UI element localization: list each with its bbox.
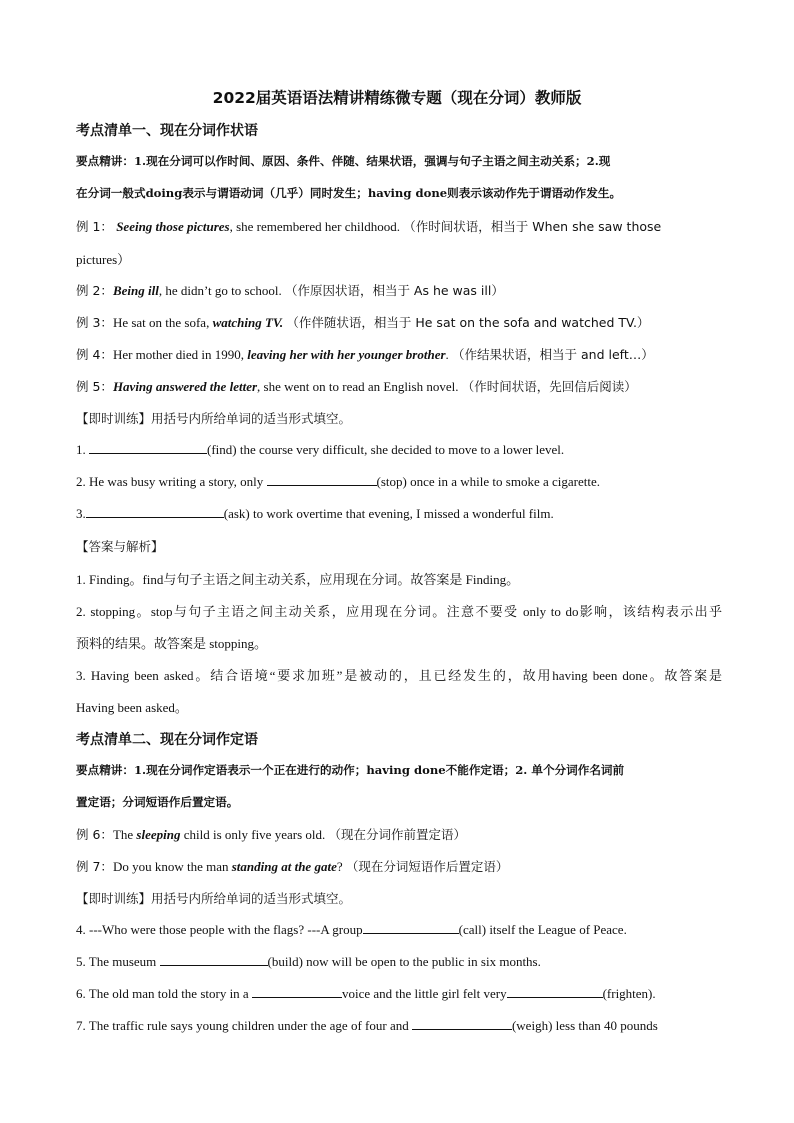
exercise-text: (call) itself the League of Peace. <box>458 922 627 937</box>
example-text: ? <box>336 859 343 874</box>
example-text: child is only five years old. <box>180 827 326 842</box>
key-points-line: 要点精讲：1.现在分词可以作时间、原因、条件、伴随、结果状语，强调与句子主语之间主动关系；2.现 <box>76 154 611 168</box>
section-heading-1: 考点清单一、现在分词作状语 <box>76 123 258 139</box>
example-5 <box>76 377 722 395</box>
answer-2: 2. stopping。stop与句子主语之间主动关系，应用现在分词。注意不要受 only to do影响，该结构表示出乎 <box>76 604 722 619</box>
exercise-2 <box>76 473 722 490</box>
exercise-text: voice and the little girl felt very <box>341 986 507 1001</box>
example-label: 例 4： <box>76 347 113 362</box>
exercise-text: (find) the course very difficult, she decided to move to a lower level. <box>207 442 565 457</box>
exercise-text: 7. The traffic rule says young children under the age of four and <box>76 1018 409 1033</box>
exercise-text: (build) now will be open to the public in six months. <box>267 954 541 969</box>
example-phrase: sleeping <box>136 827 181 842</box>
key-points-line: 在分词一般式doing表示与谓语动词（几乎）同时发生；having done则表示该动作先于谓语动作发生。 <box>76 186 622 200</box>
example-2 <box>76 281 722 299</box>
example-text: , he didn’t go to school. <box>158 283 282 298</box>
example-phrase: Having answered the letter <box>112 379 258 394</box>
example-label: 例 2： <box>76 283 113 298</box>
example-6 <box>76 825 722 843</box>
example-text: Do you know the man <box>112 859 232 874</box>
example-note: （作时间状语，先回信后阅读） <box>461 379 637 394</box>
answer-blank[interactable] <box>160 953 268 966</box>
example-text: , she remembered her childhood. <box>229 219 400 234</box>
exercise-number: 1. <box>76 442 86 457</box>
exercise-text: 4. ---Who were those people with the flags? ---A group <box>76 922 363 937</box>
answer-3-continued: Having been asked。 <box>76 700 188 715</box>
exercise-3 <box>76 505 722 522</box>
answer-blank[interactable] <box>412 1017 512 1030</box>
example-note: （作伴随状语，相当于 He sat on the sofa and watched TV.） <box>286 315 650 330</box>
example-phrase: leaving her with her younger brother <box>247 347 446 362</box>
example-text: . <box>445 347 449 362</box>
section-heading-2: 考点清单二、现在分词作定语 <box>76 732 258 748</box>
example-note: （现在分词作前置定语） <box>328 827 467 842</box>
example-phrase: Being ill <box>112 283 159 298</box>
practice-heading: 【即时训练】用括号内所给单词的适当形式填空。 <box>76 411 352 426</box>
exercise-number: 3. <box>76 506 86 521</box>
answer-blank[interactable] <box>252 985 342 998</box>
exercise-text: (stop) once in a while to smoke a cigarette. <box>376 474 600 489</box>
key-points-line: 要点精讲：1.现在分词作定语表示一个正在进行的动作；having done不能作定语；2. 单个分词作名词前 <box>76 763 625 777</box>
exercise-5 <box>76 953 722 970</box>
example-text: , she went on to read an English novel. <box>257 379 459 394</box>
exercise-text: 6. The old man told the story in a <box>76 986 249 1001</box>
exercise-text: (frighten). <box>602 986 656 1001</box>
key-points-line: 置定语；分词短语作后置定语。 <box>76 795 239 809</box>
example-label: 例 1： <box>76 219 113 234</box>
exercise-text: (weigh) less than 40 pounds <box>511 1018 658 1033</box>
answer-blank[interactable] <box>86 505 224 518</box>
answer-blank[interactable] <box>267 473 377 486</box>
example-note: （作时间状语，相当于 When she saw those <box>403 219 662 234</box>
exercise-1 <box>76 441 722 458</box>
example-1 <box>76 217 722 235</box>
example-7 <box>76 857 722 875</box>
example-1-continued: pictures） <box>76 252 131 267</box>
exercise-text: (ask) to work overtime that evening, I missed a wonderful film. <box>223 506 554 521</box>
example-text: The <box>112 827 137 842</box>
example-label: 例 5： <box>76 379 113 394</box>
answer-2-continued: 预料的结果。故答案是 stopping。 <box>76 636 268 651</box>
exercise-7 <box>76 1017 722 1034</box>
practice-heading: 【即时训练】用括号内所给单词的适当形式填空。 <box>76 891 352 906</box>
exercise-6 <box>76 985 722 1002</box>
answer-blank[interactable] <box>89 441 207 454</box>
example-3 <box>76 313 722 331</box>
example-text: Her mother died in 1990, <box>112 347 248 362</box>
answer-heading: 【答案与解析】 <box>76 539 164 554</box>
example-4 <box>76 345 722 363</box>
example-label: 例 6： <box>76 827 113 842</box>
example-phrase: Seeing those pictures <box>116 219 230 234</box>
example-note: （作原因状语，相当于 As he was ill） <box>284 283 504 298</box>
answer-blank[interactable] <box>507 985 603 998</box>
example-phrase: standing at the gate <box>231 859 337 874</box>
example-text: He sat on the sofa, <box>112 315 213 330</box>
page-title: 2022届英语语法精讲精练微专题（现在分词）教师版 <box>212 89 582 107</box>
answer-1: 1. Finding。find与句子主语之间主动关系，应用现在分词。故答案是 Finding。 <box>76 572 520 587</box>
example-note: （作结果状语，相当于 and left…） <box>452 347 654 362</box>
exercise-text: 2. He was busy writing a story, only <box>76 474 264 489</box>
answer-3: 3. Having been asked。结合语境“要求加班”是被动的，且已经发生的，故用having been done。故答案是 <box>76 668 722 683</box>
exercise-4 <box>76 921 722 938</box>
example-label: 例 7： <box>76 859 113 874</box>
example-label: 例 3： <box>76 315 113 330</box>
example-phrase: watching TV. <box>212 315 284 330</box>
example-note: （现在分词短语作后置定语） <box>345 859 509 874</box>
answer-blank[interactable] <box>363 921 459 934</box>
exercise-text: 5. The museum <box>76 954 157 969</box>
